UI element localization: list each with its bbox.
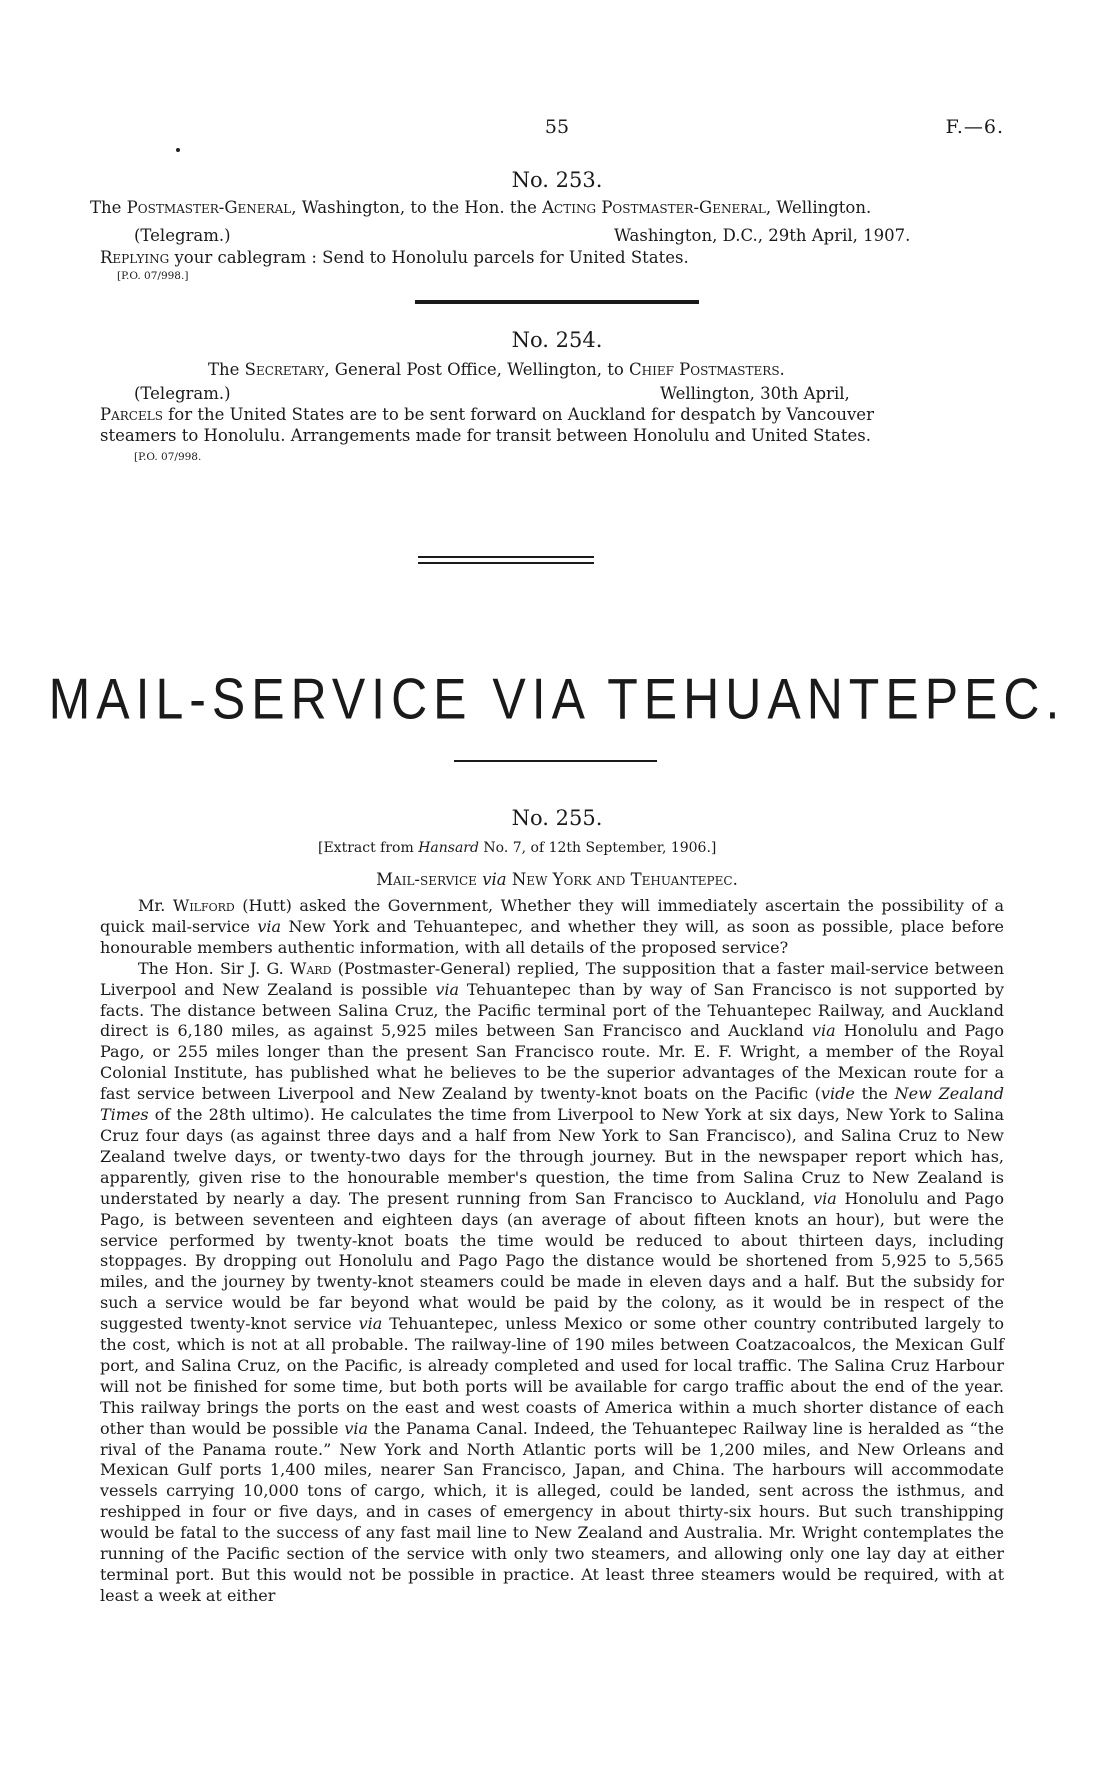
- p2-f: of the 28th ultimo). He calculates the time from Liverpool to New York at six days, New York to Salina Cruz four days (as against three days and a half from New York to San Francisco), and Salina Cruz to New Zealand twelve days, or twenty-two days for the through journey. But in the newspaper report which has, apparently, given rise to the honourable member's question, the time from Salina Cruz to New Zealand is understated by nearly a day. The present running from San Francisco to Auckland,: [100, 1105, 1004, 1208]
- p2-e: the: [854, 1084, 895, 1104]
- item-253-body-rest: your cablegram : Send to Honolulu parcels for United States.: [169, 248, 689, 267]
- subhead-a: Mail-service: [376, 870, 483, 889]
- p2-via3: via: [813, 1188, 837, 1208]
- item-254-body-rest: for the United States are to be sent forward on Auckland for despatch by Vancouver: [162, 405, 874, 424]
- p1-a: Mr.: [138, 896, 173, 915]
- subhead-via: via: [482, 870, 507, 889]
- p2-times: New Zealand Times: [100, 1084, 1004, 1125]
- item-253-addr-to: Acting Postmaster-General: [542, 198, 766, 217]
- p2-a: The Hon. Sir J. G.: [138, 958, 290, 978]
- p2-c: Tehuantepec than by way of San Francisco is not supported by facts. The distance between Salina Cruz, the Pacific terminal port of the Tehuantepec Railway, and Auckland direct is 6,180 miles, as against 5,925 miles between San Francisco and Auckland: [100, 979, 1005, 1041]
- section-thin-rule: [454, 760, 657, 762]
- item-255-extract-note: [318, 838, 716, 858]
- extract-a: [Extract from: [318, 840, 419, 856]
- item-253-body: [100, 248, 689, 268]
- item-253-telegram: (Telegram.): [134, 226, 231, 245]
- p1-c: New York and Tehuantepec, and whether they will, as soon as possible, place before honourable members authentic information, with all details of the proposed service?: [100, 916, 1004, 957]
- subhead-b: New York and Tehuantepec.: [506, 870, 738, 889]
- p2-via1: via: [435, 979, 460, 999]
- item-254-body-lead: Parcels: [100, 405, 163, 424]
- item-253-body-lead: Replying: [100, 248, 170, 267]
- p1-via: via: [257, 916, 282, 936]
- extract-hansard: Hansard: [418, 840, 479, 856]
- item-254-dateline: Wellington, 30th April,: [660, 384, 850, 403]
- p2-g: Honolulu and Pago Pago, is between seventeen and eighteen days (an average of about fifteen knots an hour), but were the service performed by twenty-knot boats the time would be reduced to about thirteen days, including stoppages. By dropping out Honolulu and Pago Pago the distance would be shortened from 5,925 to 5,565 miles, and the journey by twenty-knot steamers could be made in eleven days and a half. But the subsidy for such a service would be far beyond what would be paid by the colony, as it would be in respect of the suggested twenty-knot service: [100, 1188, 1005, 1334]
- divider-rule: [415, 300, 699, 304]
- extract-b: No. 7, of 12th September, 1906.]: [478, 840, 717, 856]
- item-253-file-ref: [P.O. 07/998.]: [117, 270, 189, 282]
- paragraph-reply: [100, 959, 1004, 1607]
- p2-via4: via: [358, 1314, 383, 1334]
- paragraph-question: [100, 896, 1004, 959]
- item-255-subheading: [0, 870, 1114, 890]
- p1-name: Wilford: [172, 896, 235, 915]
- p2-name: Ward: [290, 958, 332, 978]
- print-speck: [176, 148, 180, 152]
- item-255-title: No. 255.: [511, 806, 603, 830]
- item-253-title: No. 253.: [511, 168, 603, 192]
- item-253-addressline: [90, 198, 871, 218]
- item-254-body-line1: [100, 405, 1004, 425]
- item-253-addr-c: , Wellington.: [765, 198, 872, 217]
- item-254-addr-c: .: [779, 360, 785, 379]
- p2-i: the Panama Canal. Indeed, the Tehuantepec Railway line is heralded as “the rival of the Panama route.” New York and North Atlantic ports will be 1,200 miles, and New Orleans and Mexican Gulf ports 1,400 miles, nearer San Francisco, Japan, and China. The harbours will accommodate vessels carrying 10,000 tons of cargo, which, it is alleged, could be landed, sent across the isthmus, and reshipped in four or five days, and in cases of emergency in about thirty-six hours. But such transhipping would be fatal to the success of any fast mail line to New Zealand and Australia. Mr. Wright contemplates the running of the Pacific section of the service with only two steamers, and allowing only one lay day at either terminal port. But this would not be possible in practice. At least three steamers would be required, with at least a week at either: [100, 1418, 1005, 1605]
- item-254-addr-a: The: [208, 360, 245, 379]
- item-254-addressline: [208, 360, 785, 380]
- item-254-telegram: (Telegram.): [134, 384, 231, 403]
- p2-b: (Postmaster-General) replied, The supposition that a faster mail-service between Liverpool and New Zealand is possible: [100, 958, 1004, 999]
- p2-via5: via: [344, 1418, 369, 1438]
- item-254-addr-b: , General Post Office, Wellington, to: [324, 360, 630, 379]
- p2-via2: via: [812, 1021, 836, 1041]
- item-253-addr-from: Postmaster-General: [126, 198, 292, 217]
- item-254-title: No. 254.: [511, 328, 603, 352]
- item-254-file-ref: [P.O. 07/998.: [134, 451, 202, 463]
- p2-h: Tehuantepec, unless Mexico or some other country contributed largely to the cost, which is not at all probable. The railway-line of 190 miles between Coatzacoalcos, the Mexican Gulf port, and Salina Cruz, on the Pacific, is already completed and used for local traffic. The Salina Cruz Harbour will not be finished for some time, but both ports will be available for cargo traffic about the end of the year. This railway brings the ports on the east and west coasts of America within a much shorter distance of each other than would be possible: [100, 1314, 1005, 1438]
- item-253-addr-b: , Washington, to the Hon. the: [291, 198, 543, 217]
- item-254-addr-from: Secretary: [244, 360, 325, 379]
- paper-reference: F.—6.: [945, 116, 1004, 138]
- item-253-dateline: Washington, D.C., 29th April, 1907.: [614, 226, 911, 245]
- section-double-rule: [418, 556, 594, 564]
- p2-vide: vide: [820, 1084, 855, 1104]
- page-number: 55: [544, 116, 570, 138]
- item-255-body: [100, 896, 1004, 1607]
- section-title: MAIL-SERVICE VIA TEHUANTEPEC.: [48, 666, 1066, 732]
- item-253-addr-a: The: [90, 198, 127, 217]
- p1-b: (Hutt) asked the Government, Whether they will immediately ascertain the possibility of a quick mail-service: [100, 896, 1004, 936]
- item-254-body-line2: steamers to Honolulu. Arrangements made for transit between Honolulu and United States.: [100, 426, 871, 445]
- p2-d: Honolulu and Pago Pago, or 255 miles longer than the present San Francisco route. Mr. E. F. Wright, a member of the Royal Colonial Institute, has published what he believes to be the superior advantages of the Mexican route for a fast service between Liverpool and New Zealand by twenty-knot boats on the Pacific (: [100, 1021, 1004, 1104]
- item-254-addr-to: Chief Postmasters: [629, 360, 780, 379]
